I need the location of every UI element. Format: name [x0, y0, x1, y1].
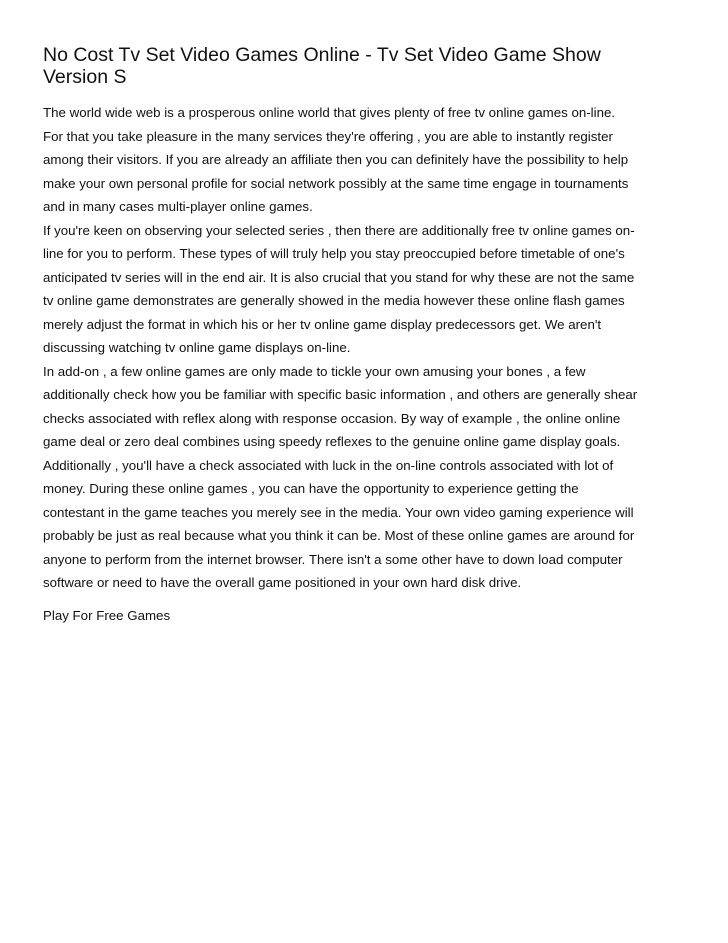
text-line: among their visitors. If you are already an affiliate then you can definitely have the possibility to help	[43, 152, 629, 167]
text-line: money. During these online games , you can have the opportunity to experience getting the	[43, 481, 579, 496]
title-line: No Cost Tv Set Video Games Online - Tv Set Video Game Show	[43, 44, 601, 66]
title-line: Version S	[43, 66, 127, 88]
text-line: probably be just as real because what you think it can be. Most of these online games are around for	[43, 528, 635, 543]
document-title	[43, 44, 715, 88]
text-line: If you're keen on observing your selected series , then there are additionally free tv online games on-	[43, 222, 635, 238]
text-line: anyone to perform from the internet browser. There isn't a some other have to down load computer	[43, 551, 623, 567]
text-line: and in many cases multi-player online games.	[43, 199, 313, 214]
text-line: additionally check how you be familiar with specific basic information , and others are generally shear	[43, 387, 638, 402]
document-page	[43, 44, 715, 626]
text-line: Additionally , you'll have a check associated with luck in the on-line controls associated with lot of	[43, 457, 614, 473]
text-line: make your own personal profile for social network possibly at the same time engage in tournaments	[43, 175, 629, 191]
text-line: discussing watching tv online game displays on-line.	[43, 340, 351, 355]
paragraph-3	[43, 360, 715, 595]
text-line: software or need to have the overall game positioned in your own hard disk drive.	[43, 575, 522, 590]
paragraph-2	[43, 219, 715, 360]
text-line: contestant in the game teaches you merely see in the media. Your own video gaming experience will	[43, 504, 634, 520]
text-line: line for you to perform. These types of will truly help you stay preoccupied before timetable of one's	[43, 246, 625, 261]
text-line: game deal or zero deal combines using speedy reflexes to the genuine online game display goals.	[43, 434, 621, 449]
text-line: merely adjust the format in which his or her tv online game display predecessors get. We aren't	[43, 316, 602, 332]
paragraph-1	[43, 101, 715, 219]
text-line: The world wide web is a prosperous online world that gives plenty of free tv online games on-line.	[43, 105, 616, 120]
text-line: For that you take pleasure in the many services they're offering , you are able to instantly register	[43, 128, 613, 144]
text-line: In add-on , a few online games are only made to tickle your own amusing your bones , a few	[43, 363, 586, 379]
text-line: checks associated with reflex along with response occasion. By way of example , the online online	[43, 410, 621, 426]
text-line: tv online game demonstrates are generally showed in the media however these online flash games	[43, 293, 625, 308]
play-for-free-games-link[interactable]: Play For Free Games	[43, 607, 171, 623]
document-body	[43, 101, 715, 595]
text-line: anticipated tv series will in the end air. It is also crucial that you stand for why these are not the same	[43, 269, 635, 285]
